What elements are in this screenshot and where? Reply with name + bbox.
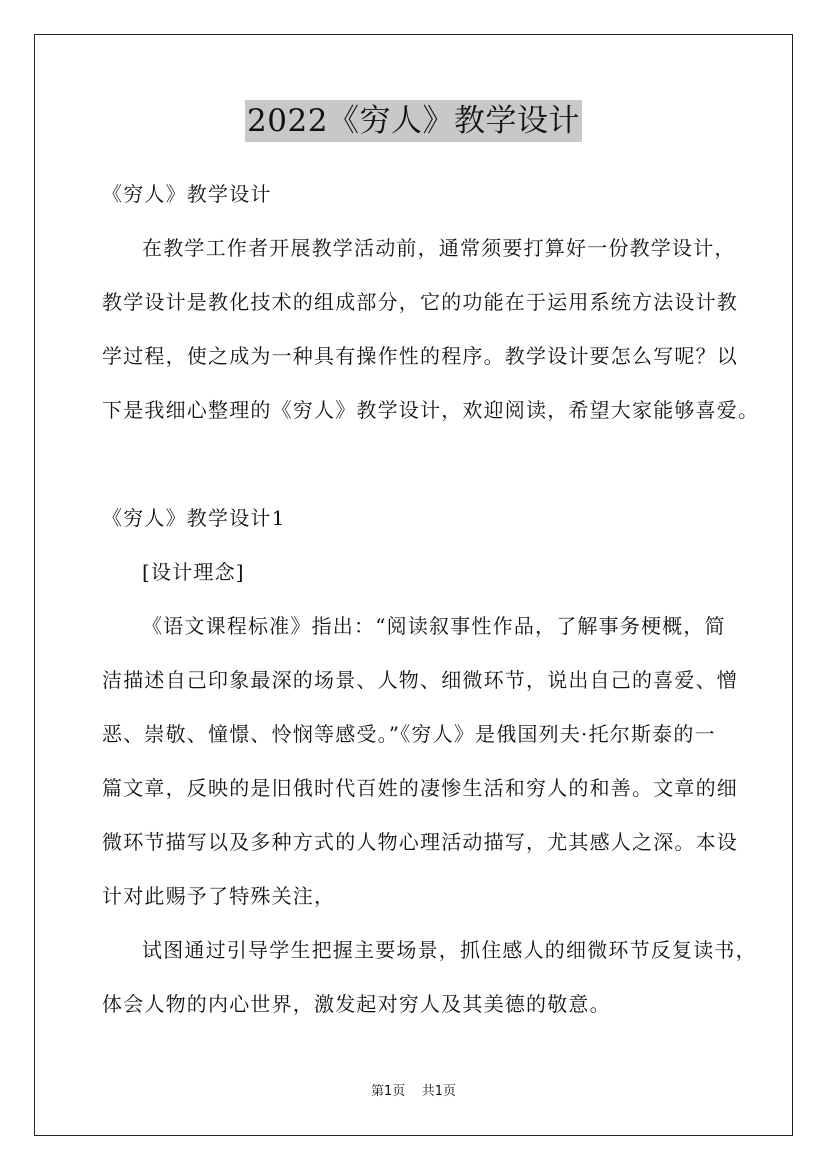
document-subtitle: 《穷人》教学设计 (102, 182, 272, 206)
intro-line-3: 学过程，使之成为一种具有操作性的程序。教学设计要怎么写呢？以 (102, 344, 738, 368)
page-total: 共1页 (421, 1084, 457, 1099)
page-number: 第1页 (370, 1084, 406, 1099)
page-footer (0, 1084, 827, 1100)
title-container (0, 100, 827, 142)
intro-line-1: 在教学工作者开展教学活动前，通常须要打算好一份教学设计， (142, 236, 736, 260)
attempt-line-1: 试图通过引导学生把握主要场景，抓住感人的细微环节反复读书， (142, 938, 757, 962)
document-title: 2022《穷人》教学设计 (245, 100, 582, 142)
concept-line-5: 微环节描写以及多种方式的人物心理活动描写，尤其感人之深。本设 (102, 830, 738, 854)
intro-line-4: 下是我细心整理的《穷人》教学设计，欢迎阅读，希望大家能够喜爱。 (102, 398, 760, 422)
attempt-line-2: 体会人物的内心世界，激发起对穷人及其美德的敬意。 (102, 992, 611, 1016)
section-heading: 《穷人》教学设计1 (102, 506, 286, 530)
concept-line-2: 洁描述自己印象最深的场景、人物、细微环节，说出自己的喜爱、憎 (102, 668, 738, 692)
concept-heading: [设计理念] (142, 560, 245, 584)
concept-line-1: 《语文课程标准》指出：“阅读叙事性作品，了解事务梗概，简 (142, 614, 726, 638)
concept-line-4: 篇文章，反映的是旧俄时代百姓的凄惨生活和穷人的和善。文章的细 (102, 776, 738, 800)
intro-line-2: 教学设计是教化技术的组成部分，它的功能在于运用系统方法设计教 (102, 290, 738, 314)
concept-line-3: 恶、崇敬、憧憬、怜悯等感受。”《穷人》是俄国列夫·托尔斯泰的一 (102, 722, 716, 746)
concept-line-6: 计对此赐予了特殊关注， (102, 884, 336, 908)
